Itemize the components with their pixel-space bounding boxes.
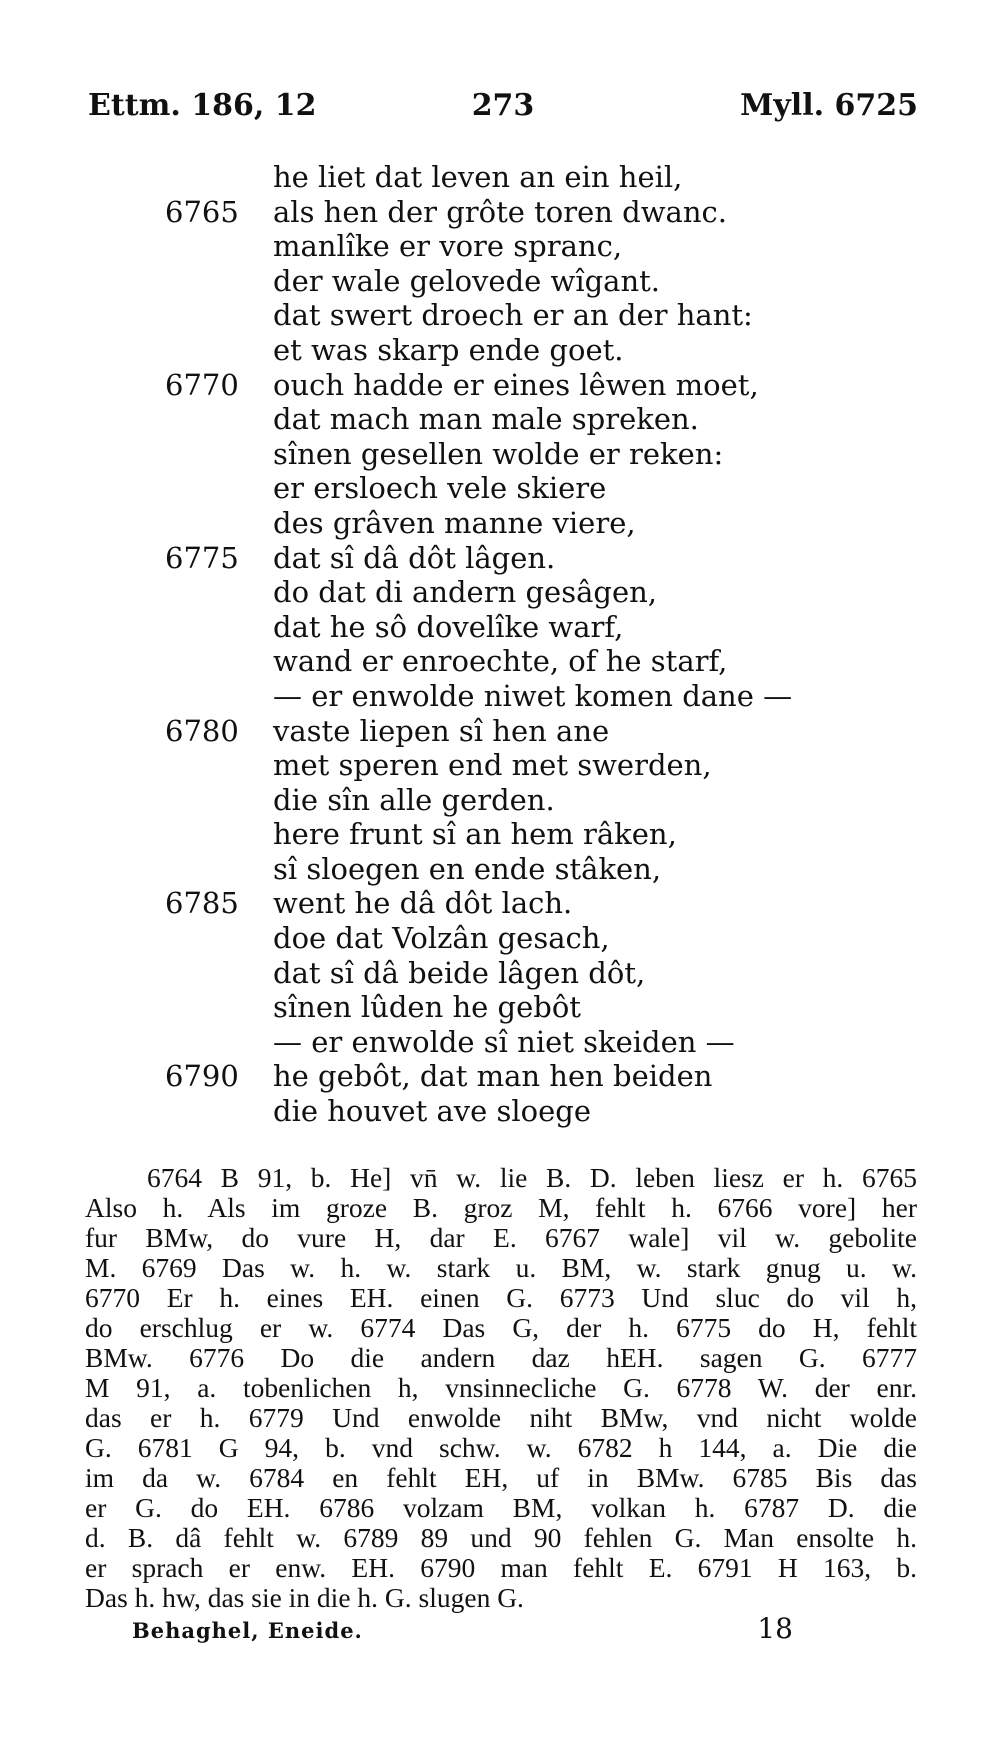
apparatus-line: im da w. 6784 en fehlt EH, uf in BMw. 6785 Bis das (85, 1462, 917, 1493)
verse-text: er ersloech vele skiere (273, 471, 607, 506)
verse-number: 6770 (165, 367, 239, 402)
footer-title: Behaghel, Eneide. (132, 1618, 363, 1643)
verse-line (0, 229, 1000, 264)
verse-line (0, 1059, 1000, 1094)
verse-line (0, 783, 1000, 818)
verse-line (0, 1094, 1000, 1129)
critical-apparatus (85, 1163, 917, 1613)
verse-text: sînen gesellen wolde er reken: (273, 436, 724, 471)
verse-line (0, 990, 1000, 1025)
verse-line (0, 195, 1000, 230)
verse-text: here frunt sî an hem râken, (273, 817, 677, 852)
verse-number: 6780 (165, 713, 239, 748)
verse-line (0, 679, 1000, 714)
verse-line (0, 610, 1000, 645)
verse-line (0, 402, 1000, 437)
apparatus-line: er sprach er enw. EH. 6790 man fehlt E. 6791 H 163, b. (85, 1552, 917, 1583)
verse-line (0, 921, 1000, 956)
verse-text: ouch hadde er eines lêwen moet, (273, 367, 759, 402)
verse-line (0, 575, 1000, 610)
verse-line (0, 471, 1000, 506)
verse-text: — er enwolde sî niet skeiden — (273, 1024, 735, 1059)
verse-line (0, 506, 1000, 541)
header-right-reference: Myll. 6725 (740, 88, 918, 123)
page-footer (132, 1612, 918, 1652)
apparatus-line: G. 6781 G 94, b. vnd schw. w. 6782 h 144, a. Die die (85, 1432, 917, 1463)
verse-line (0, 1025, 1000, 1060)
verse-text: he gebôt, dat man hen beiden (273, 1059, 713, 1094)
apparatus-line: er G. do EH. 6786 volzam BM, volkan h. 6787 D. die (85, 1492, 917, 1523)
apparatus-line: das er h. 6779 Und enwolde niht BMw, vnd nicht wolde (85, 1402, 917, 1433)
verse-number: 6790 (165, 1059, 239, 1094)
apparatus-line: d. B. dâ fehlt w. 6789 89 und 90 fehlen G. Man ensolte h. (85, 1522, 917, 1553)
verse-text: als hen der grôte toren dwanc. (273, 194, 727, 229)
header-left-reference: Ettm. 186, 12 (88, 88, 317, 123)
verse-text: he liet dat leven an ein heil, (273, 160, 683, 194)
verse-text: dat he sô dovelîke warf, (273, 609, 624, 644)
verse-line (0, 748, 1000, 783)
verse-line (0, 264, 1000, 299)
verse-text: wand er enroechte, of he starf, (273, 644, 728, 679)
verse-text: dat swert droech er an der hant: (273, 298, 753, 333)
verse-text: met speren end met swerden, (273, 748, 712, 783)
verse-line (0, 333, 1000, 368)
verse-line (0, 886, 1000, 921)
verse-text: die sîn alle gerden. (273, 782, 555, 817)
verse-text: sî sloegen en ende stâken, (273, 851, 662, 886)
page-number: 273 (471, 88, 535, 123)
apparatus-line: do erschlug er w. 6774 Das G, der h. 6775 do H, fehlt (85, 1312, 917, 1343)
verse-line (0, 298, 1000, 333)
apparatus-line: 6764 B 91, b. He] vn̄ w. lie B. D. leben liesz er h. 6765 (147, 1162, 917, 1193)
verse-text: do dat di andern gesâgen, (273, 575, 657, 610)
verse-number: 6765 (165, 194, 239, 229)
apparatus-line: fur BMw, do vure H, dar E. 6767 wale] vil w. gebolite (85, 1222, 917, 1253)
verse-line (0, 956, 1000, 991)
verse-number: 6775 (165, 540, 239, 575)
verse-text: doe dat Volzân gesach, (273, 921, 610, 956)
verse-line (0, 714, 1000, 749)
verse-text: dat mach man male spreken. (273, 402, 699, 437)
verse-text: vaste liepen sî hen ane (273, 713, 610, 748)
running-header (88, 88, 918, 128)
verse-text: dat sî dâ dôt lâgen. (273, 540, 556, 575)
verse-text: sînen lûden he gebôt (273, 990, 581, 1025)
verse-number: 6785 (165, 886, 239, 921)
apparatus-line: M. 6769 Das w. h. w. stark u. BM, w. stark gnug u. w. (85, 1252, 917, 1283)
verse-text: dat sî dâ beide lâgen dôt, (273, 955, 646, 990)
apparatus-line: 6770 Er h. eines EH. einen G. 6773 Und sluc do vil h, (85, 1282, 917, 1313)
apparatus-line: M 91, a. tobenlichen h, vnsinnecliche G. 6778 W. der enr. (85, 1372, 917, 1403)
verse-line (0, 437, 1000, 472)
verse-line (0, 368, 1000, 403)
verse-line (0, 852, 1000, 887)
verse-block (0, 160, 1000, 1129)
verse-text: manlîke er vore spranc, (273, 229, 623, 264)
signature-mark: 18 (757, 1612, 793, 1645)
apparatus-line: BMw. 6776 Do die andern daz hEH. sagen G. 6777 (85, 1342, 917, 1373)
verse-text: et was skarp ende goet. (273, 332, 624, 367)
verse-line (0, 160, 1000, 195)
verse-text: des grâven manne viere, (273, 505, 636, 540)
verse-line (0, 644, 1000, 679)
apparatus-line: Das h. hw, das sie in die h. G. slugen G. (85, 1582, 524, 1613)
apparatus-line: Also h. Als im groze B. groz M, fehlt h. 6766 vore] her (85, 1192, 917, 1223)
verse-text: der wale gelovede wîgant. (273, 263, 661, 298)
verse-line (0, 541, 1000, 576)
verse-line (0, 817, 1000, 852)
verse-text: went he dâ dôt lach. (273, 886, 573, 921)
verse-text: die houvet ave sloege (273, 1094, 592, 1129)
verse-text: — er enwolde niwet komen dane — (273, 678, 793, 713)
